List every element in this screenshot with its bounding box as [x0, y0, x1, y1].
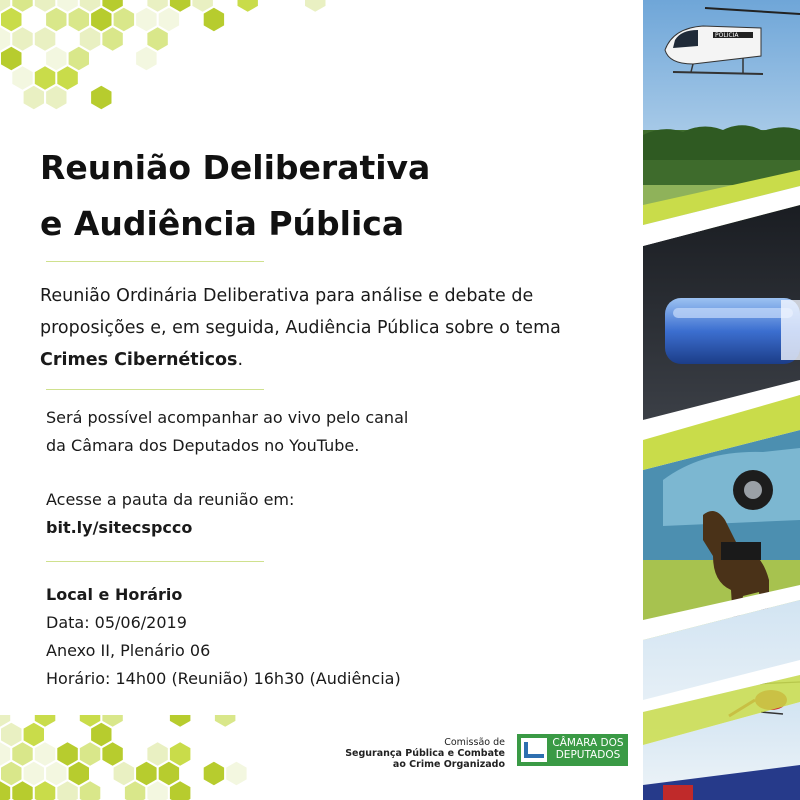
hexagon-tile: [0, 742, 10, 766]
siren-light: [665, 298, 800, 364]
hexagon-tile: [238, 0, 258, 12]
hexagon-tile: [0, 715, 10, 727]
org-line-2: Segurança Pública e Combate: [345, 748, 505, 759]
hexagon-tile: [24, 762, 44, 786]
hexagon-tile: [159, 8, 179, 32]
hexagon-tile: [69, 8, 89, 32]
hexagon-tile: [0, 0, 10, 12]
hexagon-pattern-top: [0, 0, 420, 130]
hexagon-tile: [35, 781, 56, 800]
hexagon-tile: [12, 781, 32, 800]
org-line-3: ao Crime Organizado: [392, 759, 505, 770]
hexagon-tile: [80, 781, 101, 800]
hexagon-tile: [102, 715, 122, 727]
time-line: Horário: 14h00 (Reunião) 16h30 (Audiência): [46, 669, 401, 688]
hexagon-tile: [12, 742, 32, 766]
photo-collage: [643, 0, 800, 800]
logo-text: [548, 737, 628, 761]
hexagon-tile: [102, 0, 122, 12]
divider: [46, 261, 264, 262]
place-line: Anexo II, Plenário 06: [46, 641, 211, 660]
hexagon-tile: [69, 47, 89, 71]
hexagon-pattern-bottom: [0, 715, 330, 800]
hexagon-tile: [170, 781, 191, 800]
hexagon-tile: [170, 742, 191, 766]
hexagon-tile: [305, 0, 326, 12]
hexagon-tile: [24, 86, 44, 110]
hexagon-tile: [204, 8, 224, 32]
title-line-2: e Audiência Pública: [40, 204, 405, 243]
hexagon-tile: [204, 762, 224, 786]
hexagon-tile: [114, 8, 135, 32]
hexagon-tile: [35, 66, 56, 90]
hexagon-tile: [80, 742, 101, 766]
logo-line-1: CÂMARA DOS: [552, 737, 624, 749]
date-line: Data: 05/06/2019: [46, 613, 187, 632]
hexagon-tile: [35, 27, 56, 51]
live-line-1: Será possível acompanhar ao vivo pelo canal: [46, 408, 409, 427]
page-title: [40, 140, 600, 252]
org-line-1: Comissão de: [444, 737, 505, 748]
hexagon-tile: [46, 47, 66, 71]
hexagon-tile: [91, 8, 111, 32]
hexagon-tile: [147, 781, 167, 800]
hexagon-tile: [24, 723, 44, 747]
intro-text: Reunião Ordinária Deliberativa para análise e debate de proposições e, em seguida, Audiência Pública sobre o tema: [40, 286, 561, 338]
hexagon-tile: [80, 27, 101, 51]
hexagon-tile: [102, 742, 122, 766]
hexagon-tile: [12, 0, 32, 12]
hexagon-tile: [1, 762, 22, 786]
divider: [46, 561, 264, 562]
intro-end: .: [237, 350, 244, 370]
hexagon-tile: [147, 27, 167, 51]
hexagon-tile: [80, 0, 101, 12]
hexagon-tile: [35, 0, 56, 12]
hexagon-tile: [159, 762, 179, 786]
hexagon-tile: [0, 27, 10, 51]
hexagon-tile: [136, 47, 157, 71]
hexagon-tile: [215, 715, 236, 727]
hexagon-tile: [147, 742, 167, 766]
hexagon-tile: [57, 781, 78, 800]
hexagon-tile: [170, 0, 191, 12]
hexagon-tile: [35, 715, 56, 727]
hexagon-tile: [57, 0, 78, 12]
hexagon-tile: [1, 723, 22, 747]
local-heading: Local e Horário: [46, 585, 183, 604]
helicopter-label: POLÍCIA: [715, 32, 739, 39]
hexagon-tile: [46, 762, 66, 786]
hexagon-tile: [114, 762, 135, 786]
hexagon-tile: [12, 66, 32, 90]
hexagon-tile: [136, 8, 157, 32]
divider: [46, 389, 264, 390]
hexagon-tile: [1, 8, 22, 32]
hexagon-tile: [57, 742, 78, 766]
hexagon-tile: [170, 715, 191, 727]
logo-line-2: DEPUTADOS: [555, 749, 621, 761]
hexagon-tile: [57, 66, 78, 90]
hexagon-tile: [125, 781, 145, 800]
hexagon-tile: [91, 723, 111, 747]
intro-paragraph: [40, 280, 600, 376]
hexagon-tile: [46, 86, 66, 110]
hexagon-tile: [1, 47, 22, 71]
hexagon-tile: [80, 715, 101, 727]
intro-topic: Crimes Cibernéticos: [40, 350, 238, 370]
agenda-link[interactable]: bit.ly/sitecspcco: [46, 518, 193, 537]
hexagon-tile: [226, 762, 246, 786]
organization-name: [345, 737, 505, 770]
hexagon-tile: [91, 86, 111, 110]
hexagon-tile: [0, 781, 10, 800]
title-line-1: Reunião Deliberativa: [40, 148, 431, 187]
hexagon-tile: [147, 0, 167, 12]
live-line-2: da Câmara dos Deputados no YouTube.: [46, 436, 360, 455]
hexagon-tile: [136, 762, 157, 786]
agenda-label: Acesse a pauta da reunião em:: [46, 490, 295, 509]
hexagon-tile: [35, 742, 56, 766]
hexagon-tile: [69, 762, 89, 786]
hexagon-tile: [102, 27, 122, 51]
hexagon-tile: [192, 0, 213, 12]
hexagon-tile: [12, 27, 32, 51]
hexagon-tile: [46, 8, 66, 32]
